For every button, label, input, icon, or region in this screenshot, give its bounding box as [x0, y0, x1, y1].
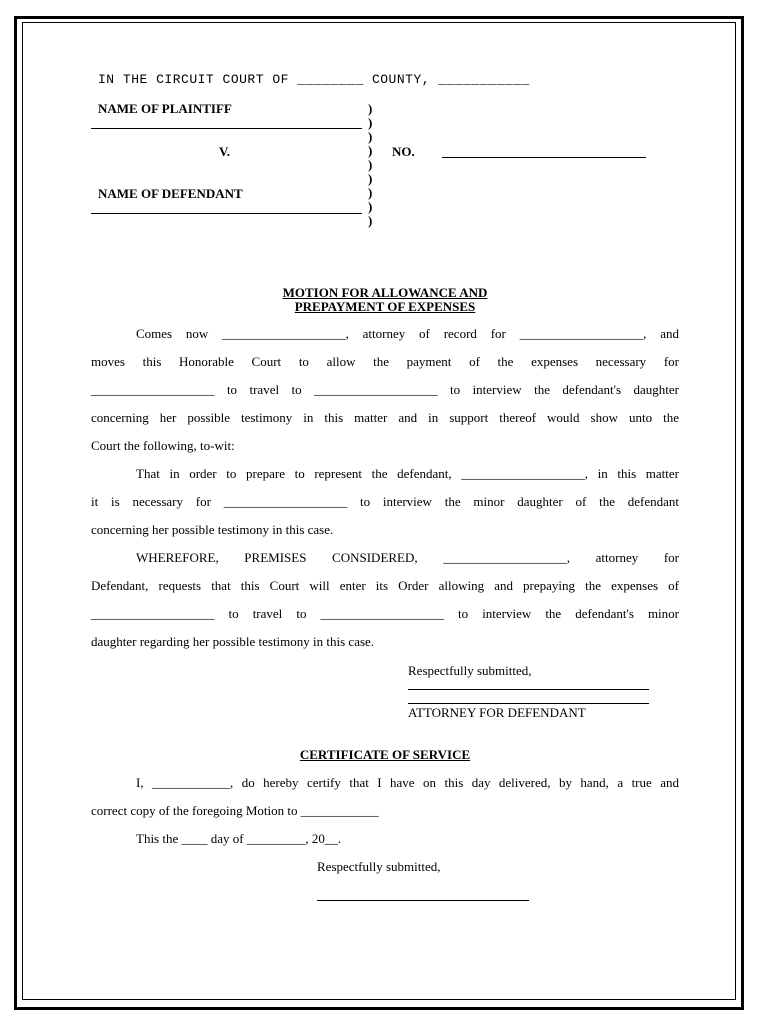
versus-label: V. — [219, 144, 230, 159]
caption-parentheses: ) ) ) ) ) ) ) ) ) — [368, 101, 373, 228]
certificate-body — [91, 769, 679, 853]
defendant-signature-line — [91, 213, 362, 214]
respectfully-submitted: Respectfully submitted, — [408, 663, 532, 678]
paragraph-3-line: Defendant, requests that this Court will enter its Order allowing and prepaying the expenses of — [91, 578, 679, 593]
paragraph-1-line: concerning her possible testimony in this matter and in support thereof would show unto the — [91, 410, 679, 425]
certificate-line: correct copy of the foregoing Motion to ____________ — [91, 803, 379, 818]
paragraph-1-line: Court the following, to-wit: — [91, 438, 235, 453]
defendant-label: NAME OF DEFENDANT — [98, 186, 243, 201]
paragraph-3-line: ___________________ to travel to ___________________ to interview the defendant's minor — [91, 606, 679, 621]
attorney-for-defendant-label: ATTORNEY FOR DEFENDANT — [408, 705, 586, 720]
certificate-respectfully-submitted: Respectfully submitted, — [317, 859, 441, 874]
paragraph-3-line: WHEREFORE, PREMISES CONSIDERED, ___________________, attorney for — [136, 550, 679, 565]
plaintiff-signature-line — [91, 128, 362, 129]
motion-body — [91, 320, 679, 656]
paragraph-1-line: moves this Honorable Court to allow the payment of the expenses necessary for — [91, 354, 679, 369]
paragraph-3-line: daughter regarding her possible testimony in this case. — [91, 634, 375, 649]
certificate-line: I, ____________, do hereby certify that I have on this day delivered, by hand, a true and — [136, 775, 679, 790]
attorney-signature-line — [408, 689, 649, 690]
paragraph-2-line: it is necessary for ___________________ to interview the minor daughter of the defendant — [91, 494, 679, 509]
motion-title-line1: MOTION FOR ALLOWANCE AND — [282, 285, 488, 300]
plaintiff-label: NAME OF PLAINTIFF — [98, 101, 232, 116]
certificate-signature-line — [317, 900, 529, 901]
case-number-line — [442, 157, 646, 158]
case-number-label: NO. — [392, 144, 415, 159]
court-line: IN THE CIRCUIT COURT OF ________ COUNTY, ___________ — [98, 72, 530, 87]
paragraph-1-line: Comes now ___________________, attorney of record for ___________________, and — [136, 326, 679, 341]
certificate-date-line: This the ____ day of _________, 20__. — [136, 831, 342, 846]
paragraph-2-line: That in order to prepare to represent the defendant, ___________________, in this matter — [136, 466, 679, 481]
attorney-name-line — [408, 703, 649, 704]
motion-title-line2: PREPAYMENT OF EXPENSES — [294, 299, 476, 314]
paragraph-2-line: concerning her possible testimony in this case. — [91, 522, 334, 537]
paragraph-1-line: ___________________ to travel to ___________________ to interview the defendant's daughter — [91, 382, 679, 397]
certificate-title: CERTIFICATE OF SERVICE — [299, 747, 471, 762]
